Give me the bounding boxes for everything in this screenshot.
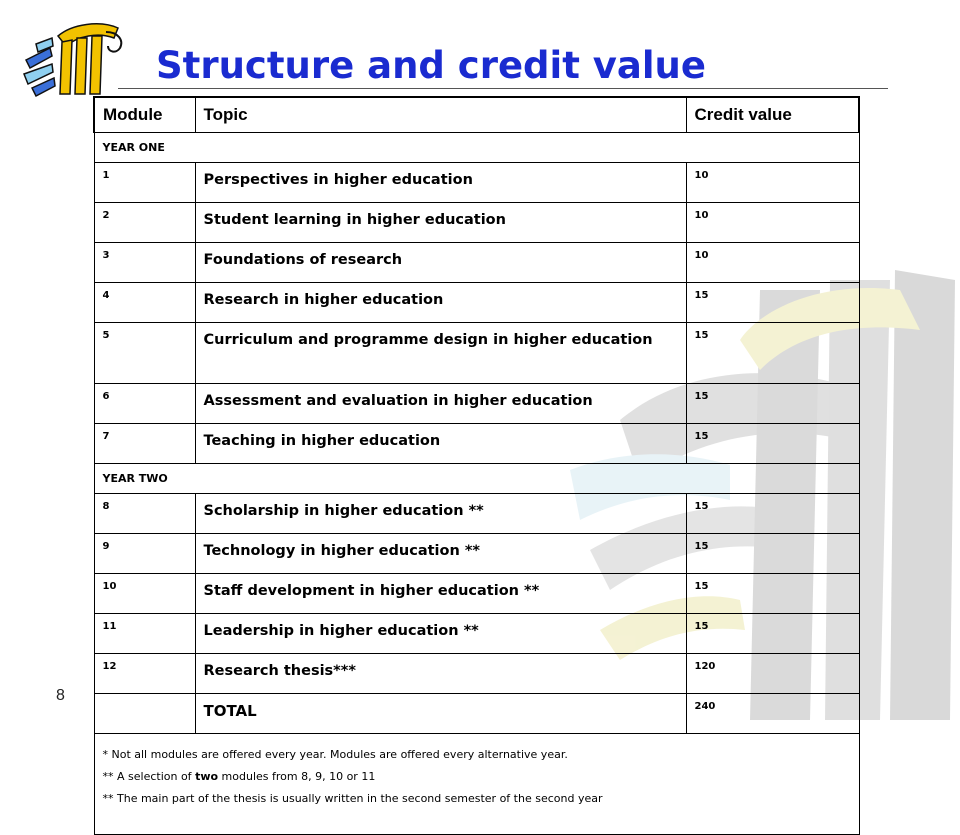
- module-topic: Research thesis***: [195, 654, 686, 694]
- total-row: [94, 694, 859, 734]
- module-credit: 15: [686, 384, 859, 424]
- total-module: [94, 694, 195, 734]
- footnote-text: modules from 8, 9, 10 or 11: [218, 770, 376, 783]
- column-header-module: Module: [94, 97, 195, 133]
- module-credit: 15: [686, 614, 859, 654]
- module-topic: Perspectives in higher education: [195, 163, 686, 203]
- module-credit: 10: [686, 163, 859, 203]
- table-row: [94, 534, 859, 574]
- module-credit: 15: [686, 534, 859, 574]
- module-topic: Student learning in higher education: [195, 203, 686, 243]
- greek-column-logo-icon: [22, 14, 126, 100]
- module-topic: Teaching in higher education: [195, 424, 686, 464]
- module-credit: 10: [686, 203, 859, 243]
- table-row: [94, 424, 859, 464]
- module-number: 3: [94, 243, 195, 283]
- section-label: YEAR TWO: [94, 464, 859, 494]
- page-title: Structure and credit value: [156, 44, 706, 87]
- module-credit: 15: [686, 283, 859, 323]
- title-divider: [118, 88, 888, 89]
- module-credit: 15: [686, 424, 859, 464]
- section-row-year-one: [94, 133, 859, 163]
- footnote: * Not all modules are offered every year. Modules are offered every alternative year.: [102, 748, 568, 761]
- module-number: 8: [94, 494, 195, 534]
- table-row: [94, 574, 859, 614]
- module-topic: Staff development in higher education **: [195, 574, 686, 614]
- module-table: [93, 96, 860, 835]
- module-topic: Foundations of research: [195, 243, 686, 283]
- footnotes-row: [94, 734, 859, 835]
- total-credit: 240: [686, 694, 859, 734]
- module-number: 10: [94, 574, 195, 614]
- table-row: [94, 323, 859, 384]
- module-number: 12: [94, 654, 195, 694]
- module-number: 9: [94, 534, 195, 574]
- module-topic: Leadership in higher education **: [195, 614, 686, 654]
- footnotes-cell: [94, 734, 859, 835]
- module-number: 6: [94, 384, 195, 424]
- module-number: 1: [94, 163, 195, 203]
- module-credit: 15: [686, 574, 859, 614]
- slide-number: 8: [56, 687, 65, 704]
- table-row: [94, 283, 859, 323]
- column-header-topic: Topic: [195, 97, 686, 133]
- column-header-credit: Credit value: [686, 97, 859, 133]
- module-number: 4: [94, 283, 195, 323]
- module-credit: 10: [686, 243, 859, 283]
- footnote-text: ** A selection of: [102, 770, 196, 783]
- module-topic: Scholarship in higher education **: [195, 494, 686, 534]
- table-row: [94, 654, 859, 694]
- footnote: [103, 766, 851, 788]
- module-topic: Research in higher education: [195, 283, 686, 323]
- module-number: 7: [94, 424, 195, 464]
- module-topic: Curriculum and programme design in higher education: [195, 323, 686, 384]
- module-number: 5: [94, 323, 195, 384]
- table-row: [94, 243, 859, 283]
- module-credit: 15: [686, 323, 859, 384]
- footnote: ** The main part of the thesis is usually written in the second semester of the second year: [102, 792, 603, 805]
- section-row-year-two: [94, 464, 859, 494]
- module-topic: Assessment and evaluation in higher education: [195, 384, 686, 424]
- table-row: [94, 614, 859, 654]
- table-row: [94, 203, 859, 243]
- module-topic: Technology in higher education **: [195, 534, 686, 574]
- footnote-emphasis: two: [195, 770, 219, 783]
- module-number: 11: [94, 614, 195, 654]
- table-row: [94, 163, 859, 203]
- module-credit: 15: [686, 494, 859, 534]
- total-label: TOTAL: [195, 694, 686, 734]
- module-number: 2: [94, 203, 195, 243]
- section-label: YEAR ONE: [94, 133, 859, 163]
- table-header-row: [94, 97, 859, 133]
- module-credit: 120: [686, 654, 859, 694]
- table-row: [94, 494, 859, 534]
- table-row: [94, 384, 859, 424]
